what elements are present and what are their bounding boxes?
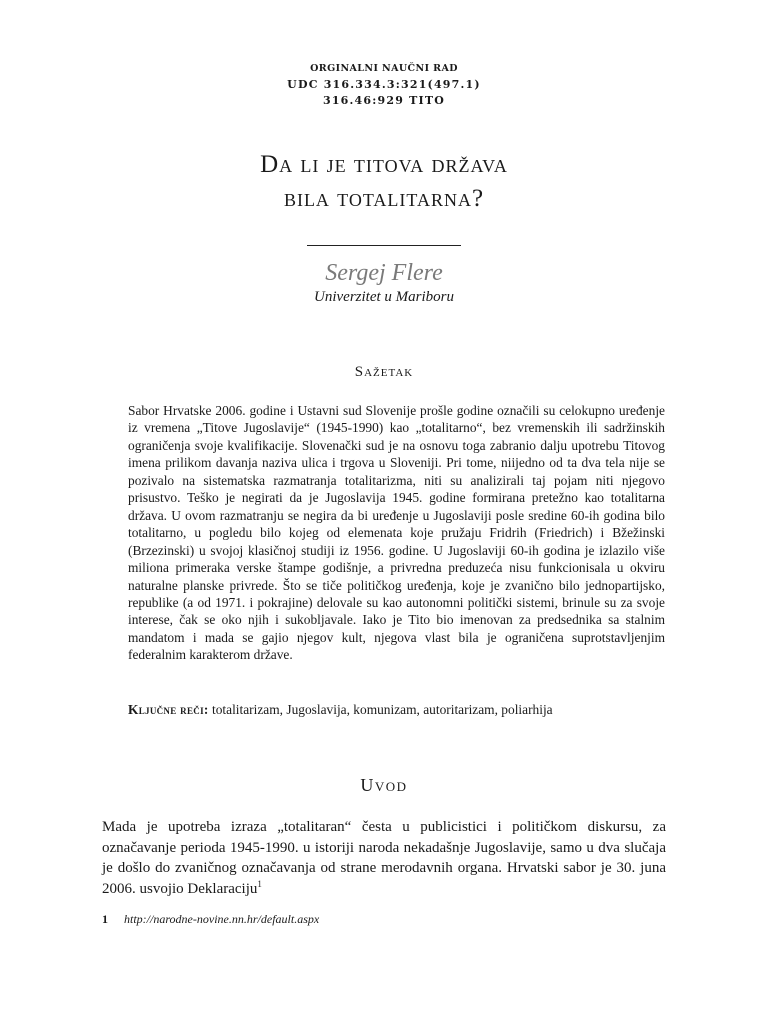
footnote-number: 1 xyxy=(102,912,108,926)
paper-title-line-1: Da li je titova država xyxy=(260,151,508,178)
paper-title-line-2: bila totalitarna? xyxy=(283,185,485,212)
footnote-reference[interactable]: 1 xyxy=(257,879,262,890)
body-paragraph xyxy=(102,817,666,900)
section-heading: Uvod xyxy=(360,775,408,795)
abstract-text: Sabor Hrvatske 2006. godine i Ustavni sud Slovenije prošle godine označili su celokupno uređenje iz vremena „Titove Jugoslavije“ (1945-1990) kao „totalitarno“, bez vremenskih ili sadržinskih ograničenja svoje kvalifikacije. Slovenački sud je na osnovu toga zabranio dalju upotrebu Titovog imena prilikom davanja naziva ulica i trgova u Sloveniji. Pri tome, niijedno od ta dva tela nije se pozivalo na sistematska razmatranja totalitarizma, niti su analizirali taj pojam niti njegovo prisustvo. Teško je negirati da je Jugoslavija 1945. godine formirana pretežno kao totalitarna država. U ovom razmatranju se negira da bi uređenje u Jugoslaviji posle sredine 60-ih godina bilo totalitarno, u pogledu bilo kojeg od elemenata koje pružaju Fridrih (Friedrich) i Bžežinski (Brzezinski) u svojoj klasičnoj studiji iz 1956. godine. U Jugoslaviji 60-ih godina je izlazilo više miliona primeraka verske štampe godišnje, a privredna preduzeća nisu funkcionisala u okviru naturalne planske privrede. Što se tiče političkog uređenja, koje je zvanično bilo jednopartijsko, republike (a od 1971. i pokrajine) delovale su kao autonomni politički sistemi, brinule su za svoje interese, čak se oko njih i sukobljavale. Iako je Tito bio imenovan za predsednika sa stalnim mandatom i mada se gajio njegov kult, njegova vlast bila je ograničena suprotstavljenjim federalnim karakterom države. xyxy=(128,403,665,663)
body-paragraph-text: Mada je upotreba izraza „totalitaran“ česta u publicistici i političkom diskursu, za označavanje perioda 1945-1990. u istoriji naroda nekadašnje Jugoslavije, samo u dva slučaja je došlo do zvaničnog označavanja od strane merodavnih organa. Hrvatski sabor je 30. juna 2006. usvojio Deklaraciju xyxy=(102,819,666,898)
udc-code-line-1: UDC 316.334.3:321(497.1) xyxy=(287,78,481,91)
footnote-link[interactable]: http://narodne-novine.nn.hr/default.aspx xyxy=(124,912,320,926)
article-type: ORGINALNI NAUČNI RAD xyxy=(310,63,458,74)
keywords-list: totalitarizam, Jugoslavija, komunizam, autoritarizam, poliarhija xyxy=(212,702,553,717)
author-affiliation: Univerzitet u Mariboru xyxy=(314,289,454,305)
title-divider xyxy=(307,245,461,246)
author-name: Sergej Flere xyxy=(325,260,443,286)
footnote xyxy=(102,912,666,927)
keywords-label: Ključne reči: xyxy=(128,702,209,717)
udc-code-line-2: 316.46:929 TITO xyxy=(322,94,446,107)
abstract-heading: Sažetak xyxy=(354,364,414,380)
keywords xyxy=(128,701,665,718)
